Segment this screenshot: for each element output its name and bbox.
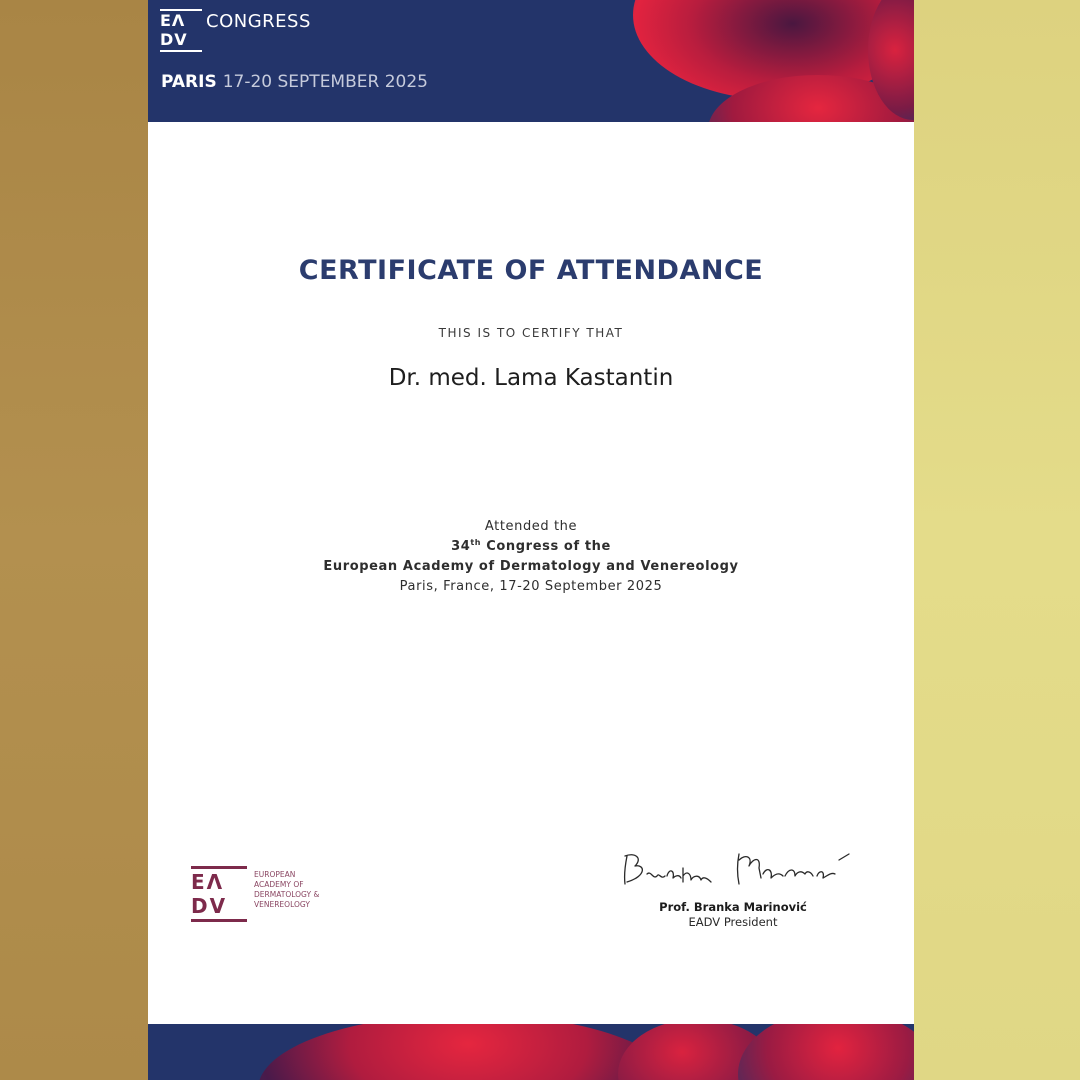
congress-line: [148, 537, 914, 557]
background-right-yellow: [914, 0, 1080, 1080]
signatory-title: EADV President: [688, 915, 778, 929]
signature-image: [613, 846, 863, 894]
logo-bar: [160, 50, 202, 52]
eadv-text-line: DERMATOLOGY &: [254, 890, 320, 899]
congress-number-suffix: th: [470, 538, 482, 547]
event-location-line: [161, 72, 428, 92]
eadv-academy-logo: [191, 866, 247, 922]
event-city: PARIS: [161, 72, 217, 92]
attendance-details: [148, 517, 914, 597]
eadv-text-line: EUROPEAN: [254, 870, 296, 879]
certificate-page: [148, 0, 914, 1080]
logo-bar: [191, 919, 247, 922]
certify-line: THIS IS TO CERTIFY THAT: [438, 326, 624, 340]
eadv-text-line: VENEREOLOGY: [254, 900, 310, 909]
eadv-congress-logo: [160, 9, 202, 52]
decorative-blob: [738, 1024, 914, 1080]
decorative-blob: [258, 1024, 678, 1080]
congress-label: CONGRESS: [206, 11, 311, 32]
recipient-name: Dr. med. Lama Kastantin: [388, 365, 674, 391]
logo-bar: [191, 866, 247, 869]
eadv-academy-name: [254, 870, 364, 910]
certificate-title: CERTIFICATE OF ATTENDANCE: [298, 255, 764, 286]
congress-line-text: Congress of the: [486, 539, 611, 554]
footer-banner: [148, 1024, 914, 1080]
congress-number: 34: [451, 539, 471, 554]
location-dates: Paris, France, 17-20 September 2025: [399, 579, 663, 594]
signatory-name: Prof. Branka Marinović: [659, 900, 807, 914]
attended-line: Attended the: [484, 519, 578, 534]
logo-row-bottom: DV: [191, 893, 228, 918]
eadv-text-line: ACADEMY OF: [254, 880, 304, 889]
background-left-gold: [0, 0, 148, 1080]
organization-name: European Academy of Dermatology and Venereology: [323, 559, 739, 574]
logo-row-bottom: DV: [160, 29, 188, 49]
event-dates: 17-20 SEPTEMBER 2025: [222, 72, 428, 92]
header-banner: [148, 0, 914, 122]
logo-row-top: EΛ: [160, 11, 186, 31]
logo-row-top: EΛ: [191, 870, 225, 895]
